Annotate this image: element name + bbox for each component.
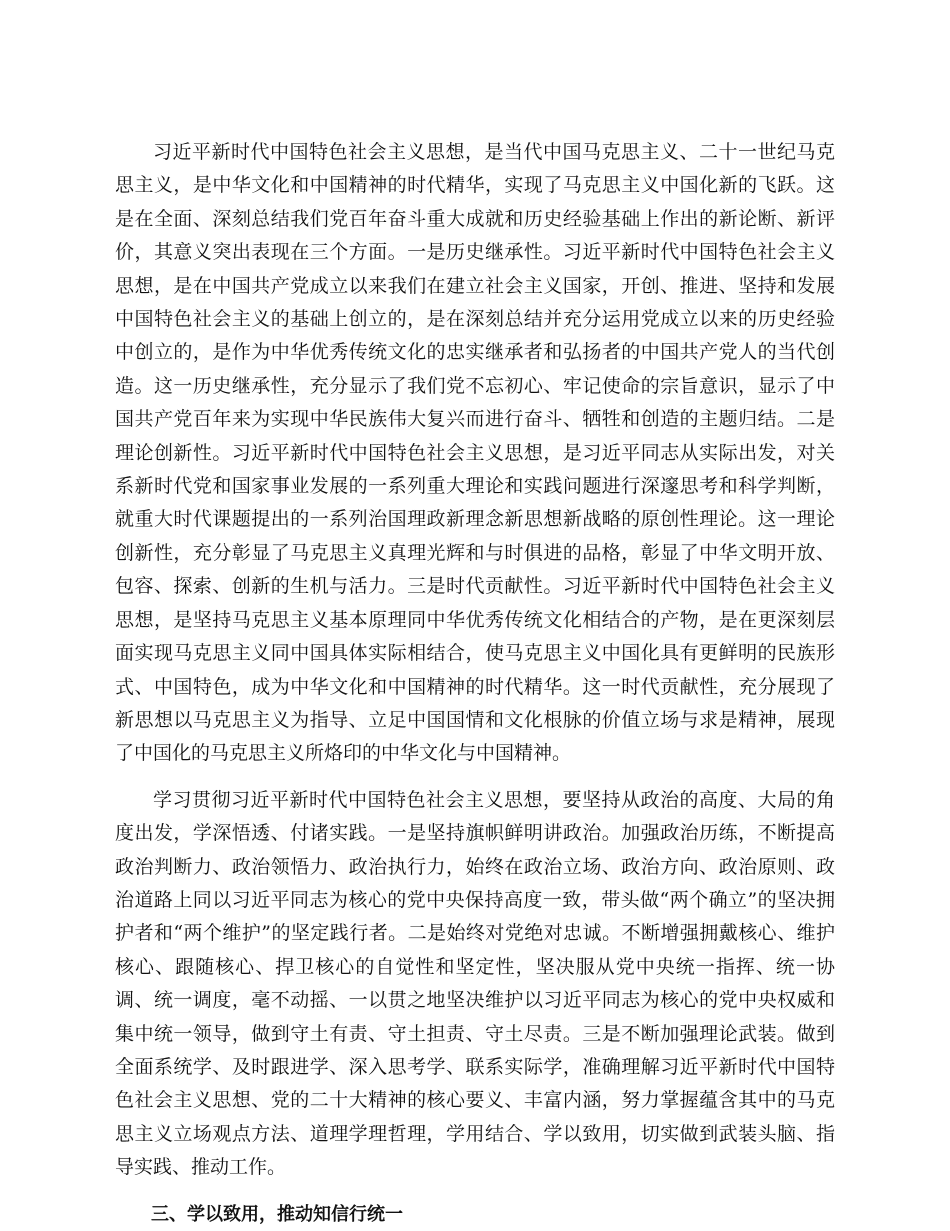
body-paragraph-1: 习近平新时代中国特色社会主义思想，是当代中国马克思主义、二十一世纪马克思主义，是中华文化和中国精神的时代精华，实现了马克思主义中国化新的飞跃。这是在全面、深刻总结我们党百年奋斗重大成就和历史经验基础上作出的新论断、新评价，其意义突出表现在三个方面。一是历史继承性。习近平新时代中国特色社会主义思想，是在中国共产党成立以来我们在建立社会主义国家，开创、推进、坚持和发展中国特色社会主义的基础上创立的，是在深刻总结并充分运用党成立以来的历史经验中创立的，是作为中华优秀传统文化的忠实继承者和弘扬者的中国共产党人的当代创造。这一历史继承性，充分显示了我们党不忘初心、牢记使命的宗旨意识，显示了中国共产党百年来为实现中华民族伟大复兴而进行奋斗、牺牲和创造的主题归结。二是理论创新性。习近平新时代中国特色社会主义思想，是习近平同志从实际出发，对关系新时代党和国家事业发展的一系列重大理论和实践问题进行深邃思考和科学判断，就重大时代课题提出的一系列治国理政新理念新思想新战略的原创性理论。这一理论创新性，充分彰显了马克思主义真理光辉和与时俱进的品格，彰显了中华文明开放、包容、探索、创新的生机与活力。三是时代贡献性。习近平新时代中国特色社会主义思想，是坚持马克思主义基本原理同中华优秀传统文化相结合的产物，是在更深刻层面实现马克思主义同中国具体实际相结合，使马克思主义中国化具有更鲜明的民族形式、中国特色，成为中华文化和中国精神的时代精华。这一时代贡献性，充分展现了新思想以马克思主义为指导、立足中国国情和文化根脉的价值立场与求是精神，展现了中国化的马克思主义所烙印的中华文化与中国精神。 [115,141,835,765]
document-body [115,136,835,1231]
body-paragraph-2: 学习贯彻习近平新时代中国特色社会主义思想，要坚持从政治的高度、大局的角度出发，学深悟透、付诸实践。一是坚持旗帜鲜明讲政治。加强政治历练，不断提高政治判断力、政治领悟力、政治执行力，始终在政治立场、政治方向、政治原则、政治道路上同以习近平同志为核心的党中央保持高度一致，带头做“两个确立”的坚决拥护者和“两个维护”的坚定践行者。二是始终对党绝对忠诚。不断增强拥戴核心、维护核心、跟随核心、捍卫核心的自觉性和坚定性，坚决服从党中央统一指挥、统一协调、统一调度，毫不动摇、一以贯之地坚决维护以习近平同志为核心的党中央权威和集中统一领导，做到守土有责、守土担责、守土尽责。三是不断加强理论武装。做到全面系统学、及时跟进学、深入思考学、联系实际学，准确理解习近平新时代中国特色社会主义思想、党的二十大精神的核心要义、丰富内涵，努力掌握蕴含其中的马克思主义立场观点方法、道理学理哲理，学用结合、学以致用，切实做到武装头脑、指导实践、推动工作。 [115,788,835,1179]
section-heading: 三、学以致用，推动知信行统一 [151,1203,403,1225]
